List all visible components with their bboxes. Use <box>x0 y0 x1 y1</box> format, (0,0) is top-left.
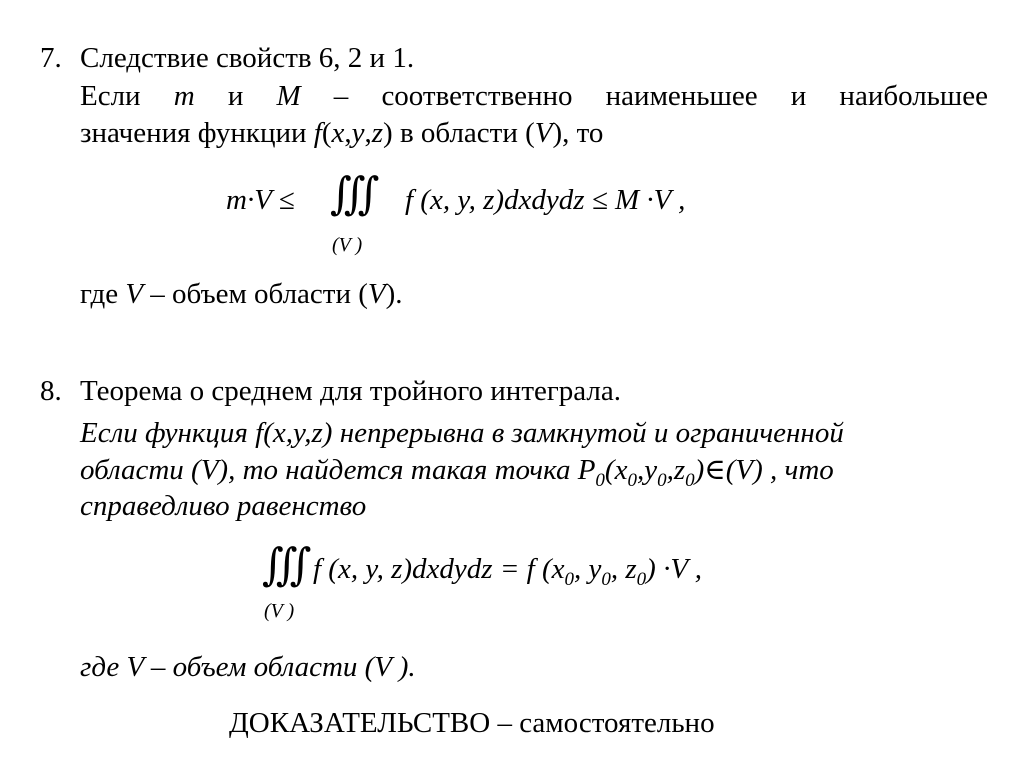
dash: – <box>333 80 349 112</box>
text: где <box>80 278 126 310</box>
text: значения функции <box>80 117 314 149</box>
formula-7-region: (V ) <box>332 234 363 256</box>
subscript: 0 <box>595 470 605 491</box>
item-7-line-2 <box>80 116 603 150</box>
subscript: 0 <box>601 569 611 590</box>
triple-integral-icon <box>330 170 369 220</box>
integral-sign: ∭ <box>262 541 301 591</box>
var-y: y <box>351 117 365 149</box>
text: f (x, y, z)dxdydz = f (x <box>313 553 565 585</box>
var-M: M <box>276 80 301 112</box>
text: ,y <box>636 454 658 486</box>
item-7-line-1 <box>80 79 988 113</box>
word: и <box>790 80 807 112</box>
text: ) ·V , <box>646 553 703 585</box>
subscript: 0 <box>636 569 647 590</box>
formula-7-left: m·V ≤ <box>226 184 295 216</box>
word: и <box>227 80 244 112</box>
text: )∈(V) , что <box>694 454 834 486</box>
proof-note: ДОКАЗАТЕЛЬСТВО – самостоятельно <box>229 707 715 739</box>
text: – объем области ( <box>143 278 368 310</box>
text: ,z <box>666 454 686 486</box>
func-f: f <box>313 117 322 149</box>
item-8-line-3: справедливо равенство <box>80 490 367 522</box>
text: ). <box>385 278 403 310</box>
paren: ( <box>321 117 332 149</box>
var-V: V <box>534 117 553 149</box>
item-7-number: 7. <box>40 42 62 74</box>
triple-integral-icon <box>262 541 301 591</box>
formula-8-region: (V ) <box>264 600 295 622</box>
var-z: z <box>371 117 384 149</box>
var-m: m <box>173 80 195 112</box>
paren: ) <box>383 117 393 149</box>
item-8-number: 8. <box>40 375 62 407</box>
word: наименьшее <box>605 80 758 112</box>
word: соответственно <box>381 80 573 112</box>
word: наибольшее <box>839 80 988 112</box>
var-V: V <box>125 278 144 310</box>
comma: , <box>344 117 352 149</box>
text: ), то <box>552 117 604 149</box>
subscript: 0 <box>564 569 574 590</box>
item-8-where: где V – объем области (V ). <box>80 651 416 683</box>
word: Если <box>80 80 141 112</box>
text: в области ( <box>392 117 535 149</box>
text: области (V), то найдется такая точка P <box>80 454 596 486</box>
text: , y <box>573 553 602 585</box>
item-8-line-1: Если функция f(x,y,z) непрерывна в замкнутой и ограниченной <box>80 417 844 449</box>
item-7-where <box>80 277 403 311</box>
var-V: V <box>367 278 386 310</box>
formula-7-integrand: f (x, y, z)dxdydz ≤ M ·V , <box>405 184 686 216</box>
subscript: 0 <box>627 470 637 491</box>
subscript: 0 <box>657 470 667 491</box>
integral-sign: ∭ <box>330 170 369 220</box>
item-7-heading: Следствие свойств 6, 2 и 1. <box>80 42 415 74</box>
text: , z <box>610 553 637 585</box>
formula-8-body <box>313 552 702 597</box>
var-x: x <box>331 117 345 149</box>
comma: , <box>364 117 372 149</box>
subscript: 0 <box>685 470 695 491</box>
text: (x <box>604 454 628 486</box>
item-8-heading: Теорема о среднем для тройного интеграла. <box>80 375 621 407</box>
